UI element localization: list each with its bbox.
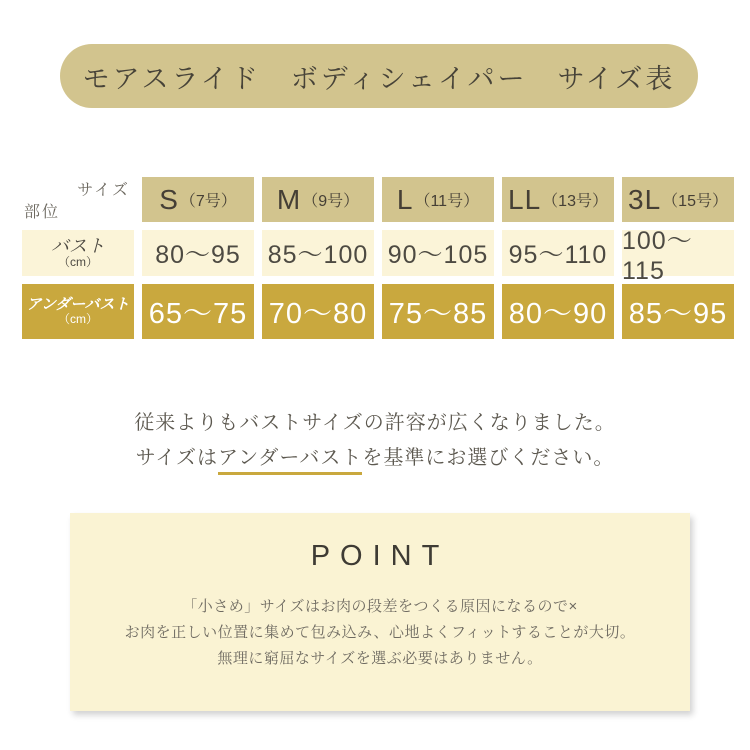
col-header-l: L （11号） [382, 177, 494, 222]
bust-value-3l: 100〜115 [622, 230, 734, 276]
size-table [22, 177, 734, 339]
bust-value-ll: 95〜110 [502, 230, 614, 276]
corner-part-label: 部位 [24, 204, 61, 221]
corner-size-label: サイズ [77, 182, 130, 199]
underbust-value-ll: 80〜90 [502, 284, 614, 339]
underbust-underlined-text: アンダーバスト [218, 447, 362, 475]
note-text [0, 406, 750, 476]
note-line-2-prefix: サイズは [135, 447, 218, 469]
point-body [70, 594, 690, 672]
point-line-2: お肉を正しい位置に集めて包み込み、心地よくフィットすることが大切。 [124, 624, 636, 641]
title-banner [60, 44, 698, 108]
note-line-1: 従来よりもバストサイズの許容が広くなりました。 [134, 412, 616, 434]
note-line-2-suffix: を基準にお選びください。 [362, 447, 615, 469]
bust-row-label: バスト （cm） [22, 230, 134, 276]
point-line-1: 「小さめ」サイズはお肉の段差をつくる原因になるので× [182, 598, 578, 615]
bust-value-s: 80〜95 [142, 230, 254, 276]
underbust-value-s: 65〜75 [142, 284, 254, 339]
col-header-m: M （9号） [262, 177, 374, 222]
bust-value-l: 90〜105 [382, 230, 494, 276]
page-title: モアスライド ボディシェイパー サイズ表 [82, 63, 676, 94]
underbust-row-label: アンダーバスト （cm） [22, 284, 134, 339]
corner-cell [22, 177, 134, 222]
underbust-value-3l: 85〜95 [622, 284, 734, 339]
point-heading: POINT [310, 540, 450, 572]
note-line-2 [0, 441, 750, 476]
bust-value-m: 85〜100 [262, 230, 374, 276]
underbust-value-m: 70〜80 [262, 284, 374, 339]
col-header-s: S （7号） [142, 177, 254, 222]
point-line-3: 無理に窮屈なサイズを選ぶ必要はありません。 [217, 650, 543, 667]
underbust-value-l: 75〜85 [382, 284, 494, 339]
col-header-3l: 3L （15号） [622, 177, 734, 222]
col-header-ll: LL （13号） [502, 177, 614, 222]
point-box [70, 513, 690, 711]
